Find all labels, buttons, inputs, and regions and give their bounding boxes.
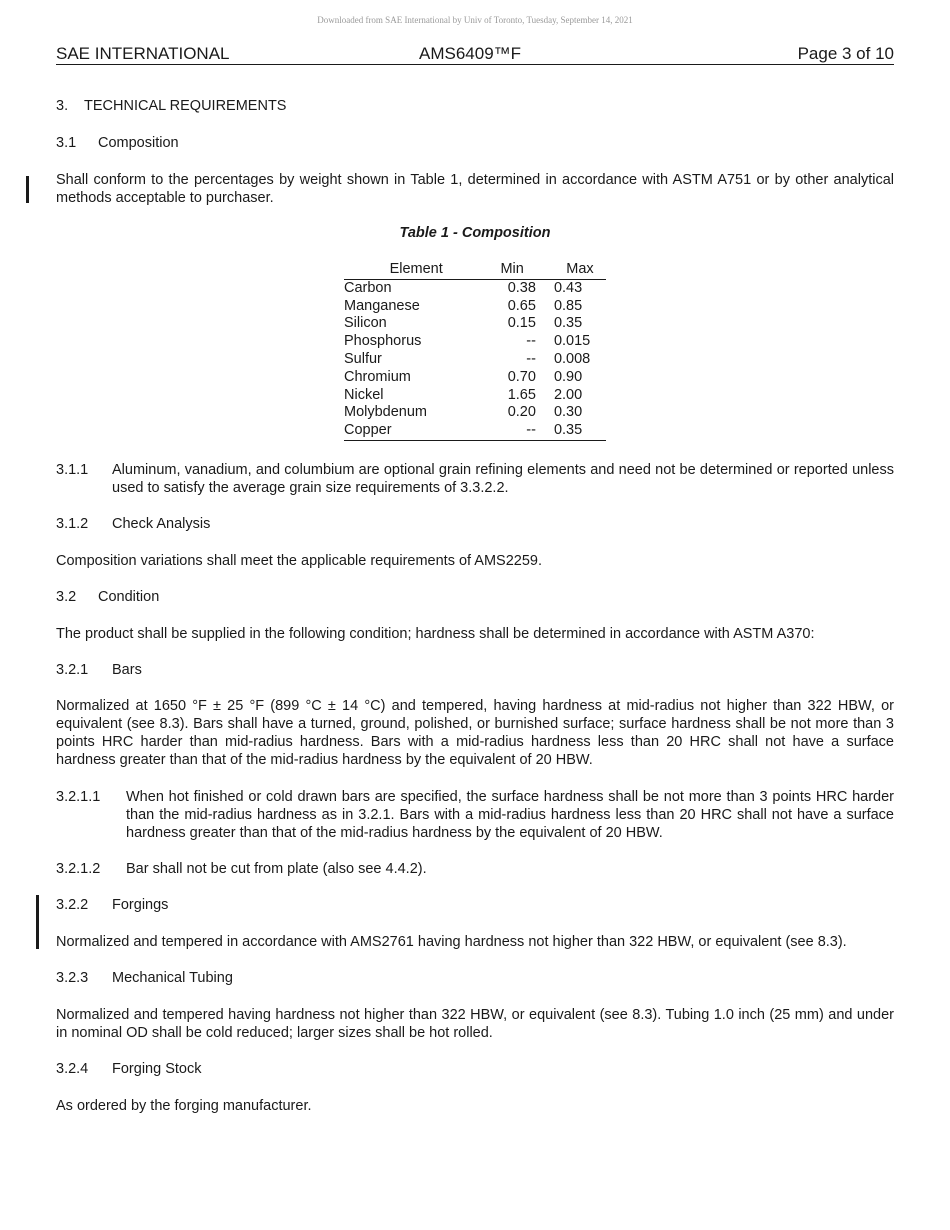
section-number: 3.2.1.1 — [56, 789, 101, 805]
cell-max: 0.35 — [542, 422, 606, 440]
section-number: 3.2.1 — [56, 662, 89, 678]
table-row — [344, 315, 606, 333]
section-number: 3.1.1 — [56, 462, 89, 478]
table-row — [344, 369, 606, 387]
table-row — [344, 351, 606, 369]
cell-max: 0.85 — [553, 297, 583, 314]
cell-element: Copper — [344, 422, 488, 440]
section-paragraph: When hot finished or cold drawn bars are specified, the surface hardness shall be not more than 3 points HRC harder than the mid-radius hardness as in 3.2.1. Bars with a mid-radius hardness less than 20 HRC shall not have a surface hardness greater than that of the mid-radius hardness by the equivalent of 20 HBW. — [126, 789, 894, 841]
section-3-1-1 — [56, 461, 894, 497]
header-document-number: AMS6409™F — [419, 44, 522, 63]
section-3-2-4-paragraph: As ordered by the forging manufacturer. — [56, 1098, 312, 1114]
section-number: 3.2.4 — [56, 1061, 89, 1077]
section-title: Composition — [98, 135, 179, 151]
section-number: 3.2.3 — [56, 970, 89, 986]
section-title: Bars — [112, 662, 142, 678]
column-header-element: Element — [344, 261, 488, 279]
section-number: 3. — [56, 98, 69, 114]
cell-min: 1.65 — [507, 386, 536, 403]
composition-table — [344, 261, 606, 441]
cell-min: -- — [526, 333, 536, 350]
cell-element: Sulfur — [344, 350, 382, 367]
cell-min: 0.15 — [507, 315, 536, 332]
cell-max: 0.35 — [553, 315, 583, 332]
section-3-1-2-paragraph: Composition variations shall meet the applicable requirements of AMS2259. — [56, 553, 543, 569]
table-header-row — [344, 261, 606, 279]
section-title: TECHNICAL REQUIREMENTS — [84, 98, 287, 114]
cell-min: 0.38 — [507, 279, 536, 296]
header-organization: SAE INTERNATIONAL — [56, 44, 230, 63]
cell-element: Manganese — [344, 297, 420, 314]
cell-min: 0.20 — [507, 404, 536, 421]
revision-change-bar — [26, 176, 29, 203]
table-row — [344, 404, 606, 422]
cell-max: 0.30 — [553, 404, 583, 421]
cell-max: 0.008 — [553, 350, 591, 367]
cell-element: Molybdenum — [344, 404, 428, 421]
section-paragraph: Aluminum, vanadium, and columbium are optional grain refining elements and need not be determined or reported unless used to satisfy the average grain size requirements of 3.3.2.2. — [112, 462, 894, 496]
section-3-1-paragraph: Shall conform to the percentages by weight shown in Table 1, determined in accordance with ASTM A751 or by other analytical methods acceptable to purchaser. — [56, 172, 894, 206]
cell-max: 2.00 — [553, 386, 583, 403]
cell-element: Nickel — [344, 386, 384, 403]
cell-max: 0.90 — [553, 368, 583, 385]
section-3-2-paragraph: The product shall be supplied in the following condition; hardness shall be determined in accordance with ASTM A370: — [56, 626, 815, 642]
section-number: 3.1.2 — [56, 516, 89, 532]
cell-element: Silicon — [344, 315, 387, 332]
table-row — [344, 298, 606, 316]
cell-min: 0.70 — [507, 368, 536, 385]
table-row — [344, 279, 606, 297]
section-3-2-1-1 — [56, 788, 894, 842]
section-title: Check Analysis — [112, 516, 211, 532]
section-title: Condition — [98, 589, 160, 605]
cell-element: Carbon — [344, 279, 392, 296]
table-caption: Table 1 - Composition — [399, 225, 551, 241]
table-row — [344, 422, 606, 440]
cell-element: Chromium — [344, 368, 411, 385]
section-title: Forgings — [112, 897, 169, 913]
section-number: 3.2.1.2 — [56, 861, 101, 877]
column-header-min: Min — [488, 261, 542, 279]
section-3-2-2-paragraph: Normalized and tempered in accordance with AMS2761 having hardness not higher than 322 HBW, or equivalent (see 8.3). — [56, 934, 847, 950]
table-row — [344, 387, 606, 405]
section-3-2-1-paragraph: Normalized at 1650 °F ± 25 °F (899 °C ± 14 °C) and tempered, having hardness at mid-radius not higher than 322 HBW, or equivalent (see 8.3). Bars shall have a turned, ground, polished, or burnished surface; surface hardness shall be not more than 3 points HRC harder than mid-radius hardness. Bars with a mid-radius hardness less than 20 HRC shall not have a surface hardness greater than that of the mid-radius hardness by the equivalent of 20 HBW. — [56, 698, 894, 768]
section-title: Forging Stock — [112, 1061, 202, 1077]
cell-min: -- — [488, 422, 542, 440]
header-page-number: Page 3 of 10 — [797, 44, 894, 63]
cell-max: 0.015 — [553, 333, 591, 350]
section-paragraph: Bar shall not be cut from plate (also see 4.4.2). — [126, 861, 427, 877]
section-number: 3.2.2 — [56, 897, 89, 913]
section-number: 3.1 — [56, 135, 77, 151]
cell-max: 0.43 — [553, 279, 583, 296]
section-number: 3.2 — [56, 589, 77, 605]
section-3-2-3-paragraph: Normalized and tempered having hardness not higher than 322 HBW, or equivalent (see 8.3). Tubing 1.0 inch (25 mm) and under in nominal OD shall be cold reduced; larger sizes shall be hot rolled. — [56, 1007, 894, 1041]
cell-element: Phosphorus — [344, 333, 422, 350]
column-header-max: Max — [542, 261, 606, 279]
cell-min: -- — [526, 350, 536, 367]
revision-change-bar — [36, 895, 39, 949]
page-header — [56, 44, 894, 65]
table-row — [344, 333, 606, 351]
section-title: Mechanical Tubing — [112, 970, 233, 986]
cell-min: 0.65 — [507, 297, 536, 314]
download-watermark: Downloaded from SAE International by Univ of Toronto, Tuesday, September 14, 2021 — [317, 15, 633, 25]
